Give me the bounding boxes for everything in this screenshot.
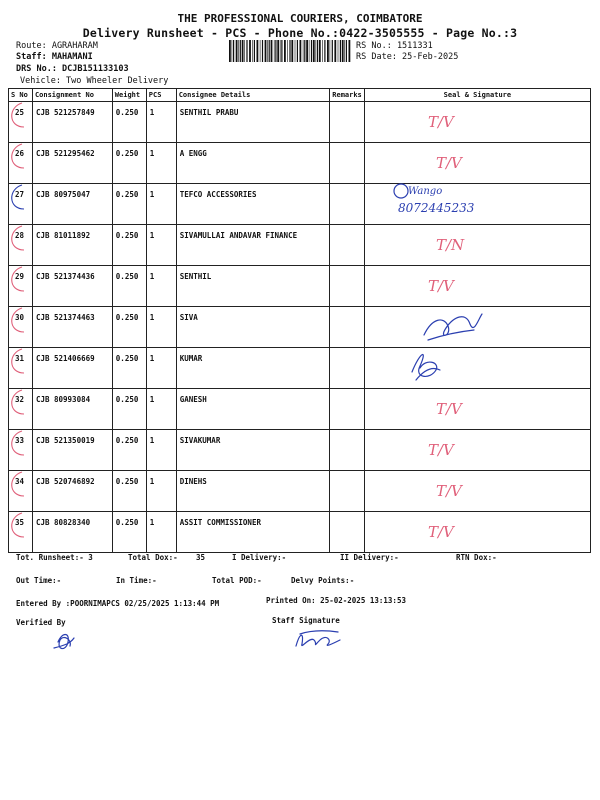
out-time: Out Time:-: [16, 576, 62, 585]
table-row: [9, 102, 591, 143]
row-weight: 0.250: [112, 307, 146, 348]
rs-number: RS No.: 1511331: [356, 41, 433, 51]
row-seal-signature: [364, 184, 590, 225]
tot-runsheet: Tot. Runsheet:- 3: [16, 553, 93, 562]
row-remarks: [330, 348, 365, 389]
row-remarks: [330, 389, 365, 430]
total-dox-value: 35: [196, 553, 206, 562]
row-weight: 0.250: [112, 348, 146, 389]
staff-label: Staff: MAHAMANI: [16, 52, 93, 62]
col-consignment: Consignment No: [32, 89, 112, 102]
row-sno: 35: [9, 512, 33, 553]
delivered-mark: T/N: [436, 236, 465, 254]
row-consignee: ASSIT COMMISSIONER: [176, 512, 330, 553]
total-pod: Total POD:-: [212, 576, 262, 585]
row-seal-signature: [364, 471, 590, 512]
row-seal-signature: [364, 348, 590, 389]
row-seal-signature: [364, 266, 590, 307]
delivered-mark: T/V: [428, 441, 454, 459]
row-sno: 30: [9, 307, 33, 348]
row-sno: 32: [9, 389, 33, 430]
row-sno: 26: [9, 143, 33, 184]
row-consignment-no: CJB 521374463: [32, 307, 112, 348]
row-sno: 28: [9, 225, 33, 266]
row-consignment-no: CJB 521406669: [32, 348, 112, 389]
runsheet-title: Delivery Runsheet - PCS - Phone No.:0422-3505555 - Page No.:3: [82, 26, 518, 40]
row-weight: 0.250: [112, 225, 146, 266]
table-row: [9, 307, 591, 348]
row-consignment-no: CJB 521374436: [32, 266, 112, 307]
row-pcs: 1: [146, 471, 176, 512]
row-remarks: [330, 184, 365, 225]
row-pcs: 1: [146, 102, 176, 143]
row-seal-signature: [364, 102, 590, 143]
row-seal-signature: [364, 225, 590, 266]
col-pcs: PCS: [146, 89, 176, 102]
row-weight: 0.250: [112, 389, 146, 430]
row-seal-signature: [364, 512, 590, 553]
printed-on: Printed On: 25-02-2025 13:13:53: [266, 596, 406, 605]
verified-by: Verified By: [16, 618, 66, 627]
row-consignee: SIVAMULLAI ANDAVAR FINANCE: [176, 225, 330, 266]
row-sno: 31: [9, 348, 33, 389]
row27-receiver-phone: 8072445233: [398, 201, 475, 215]
delivered-mark: T/V: [428, 113, 454, 131]
row-weight: 0.250: [112, 184, 146, 225]
table-row: [9, 430, 591, 471]
row-consignee: A ENGG: [176, 143, 330, 184]
route-label: Route: AGRAHARAM: [16, 41, 98, 51]
row-consignee: SIVAKUMAR: [176, 430, 330, 471]
delivered-mark: T/V: [428, 277, 454, 295]
delivered-mark: T/V: [436, 482, 462, 500]
row-consignee: SENTHIL: [176, 266, 330, 307]
table-row: [9, 184, 591, 225]
row-sno: 33: [9, 430, 33, 471]
row-pcs: 1: [146, 430, 176, 471]
row-weight: 0.250: [112, 512, 146, 553]
row-remarks: [330, 512, 365, 553]
staff-signature-mark: [296, 631, 340, 646]
row-pcs: 1: [146, 348, 176, 389]
row-consignee: SENTHIL PRABU: [176, 102, 330, 143]
row-remarks: [330, 143, 365, 184]
row-remarks: [330, 307, 365, 348]
row-pcs: 1: [146, 307, 176, 348]
row-pcs: 1: [146, 143, 176, 184]
company-name: THE PROFESSIONAL COURIERS, COIMBATORE: [177, 12, 423, 25]
delivered-mark: T/V: [436, 400, 462, 418]
row-consignment-no: CJB 521350019: [32, 430, 112, 471]
row27-receiver-name: Wango: [408, 186, 443, 197]
row-sno: 27: [9, 184, 33, 225]
row-weight: 0.250: [112, 143, 146, 184]
table-row: [9, 389, 591, 430]
row-consignment-no: CJB 520746892: [32, 471, 112, 512]
row-consignment-no: CJB 80975047: [32, 184, 112, 225]
col-seal-signature: Seal & Signature: [364, 89, 590, 102]
table-row: [9, 471, 591, 512]
table-row: [9, 225, 591, 266]
col-consignee: Consignee Details: [176, 89, 330, 102]
entered-by: Entered By :POORNIMAPCS 02/25/2025 1:13:44 PM: [16, 599, 220, 608]
delivered-mark: T/V: [436, 154, 462, 172]
row-remarks: [330, 266, 365, 307]
ii-delivery: II Delivery:-: [340, 553, 399, 562]
row-consignment-no: CJB 521295462: [32, 143, 112, 184]
table-row: [9, 512, 591, 553]
row-pcs: 1: [146, 266, 176, 307]
in-time: In Time:-: [116, 576, 157, 585]
row-consignee: KUMAR: [176, 348, 330, 389]
row-seal-signature: [364, 430, 590, 471]
row-weight: 0.250: [112, 102, 146, 143]
rs-date: RS Date: 25-Feb-2025: [356, 52, 459, 62]
table-row: [9, 348, 591, 389]
row-sno: 34: [9, 471, 33, 512]
row-weight: 0.250: [112, 471, 146, 512]
table-row: [9, 143, 591, 184]
row-remarks: [330, 102, 365, 143]
col-remarks: Remarks: [330, 89, 365, 102]
staff-signature-label: Staff Signature: [272, 616, 340, 625]
row-sno: 29: [9, 266, 33, 307]
col-weight: Weight: [112, 89, 146, 102]
delivered-mark: T/V: [428, 523, 454, 541]
table-row: [9, 266, 591, 307]
row-consignee: GANESH: [176, 389, 330, 430]
col-sno: S No: [9, 89, 33, 102]
row-consignee: TEFCO ACCESSORIES: [176, 184, 330, 225]
row-consignment-no: CJB 80828340: [32, 512, 112, 553]
table-header-row: [9, 89, 591, 102]
row-pcs: 1: [146, 389, 176, 430]
row-seal-signature: [364, 307, 590, 348]
drs-number: DRS No.: DCJB151133103: [16, 64, 129, 74]
row-consignment-no: CJB 521257849: [32, 102, 112, 143]
verified-by-signature: [54, 635, 74, 649]
row-pcs: 1: [146, 184, 176, 225]
row-pcs: 1: [146, 512, 176, 553]
runsheet-table: [8, 88, 591, 553]
row-consignment-no: CJB 81011892: [32, 225, 112, 266]
vehicle-label: Vehicle: Two Wheeler Delivery: [20, 76, 169, 86]
delivery-points: Delvy Points:-: [291, 576, 355, 585]
row-consignee: SIVA: [176, 307, 330, 348]
row-remarks: [330, 471, 365, 512]
row-remarks: [330, 225, 365, 266]
row-weight: 0.250: [112, 430, 146, 471]
rtn-dox: RTN Dox:-: [456, 553, 497, 562]
barcode-image: [228, 40, 352, 62]
row-seal-signature: [364, 389, 590, 430]
row-consignee: DINEHS: [176, 471, 330, 512]
row-consignment-no: CJB 80993084: [32, 389, 112, 430]
row-seal-signature: [364, 143, 590, 184]
i-delivery: I Delivery:-: [232, 553, 287, 562]
row-pcs: 1: [146, 225, 176, 266]
total-dox-label: Total Dox:-: [128, 553, 178, 562]
row-remarks: [330, 430, 365, 471]
row-weight: 0.250: [112, 266, 146, 307]
row-sno: 25: [9, 102, 33, 143]
